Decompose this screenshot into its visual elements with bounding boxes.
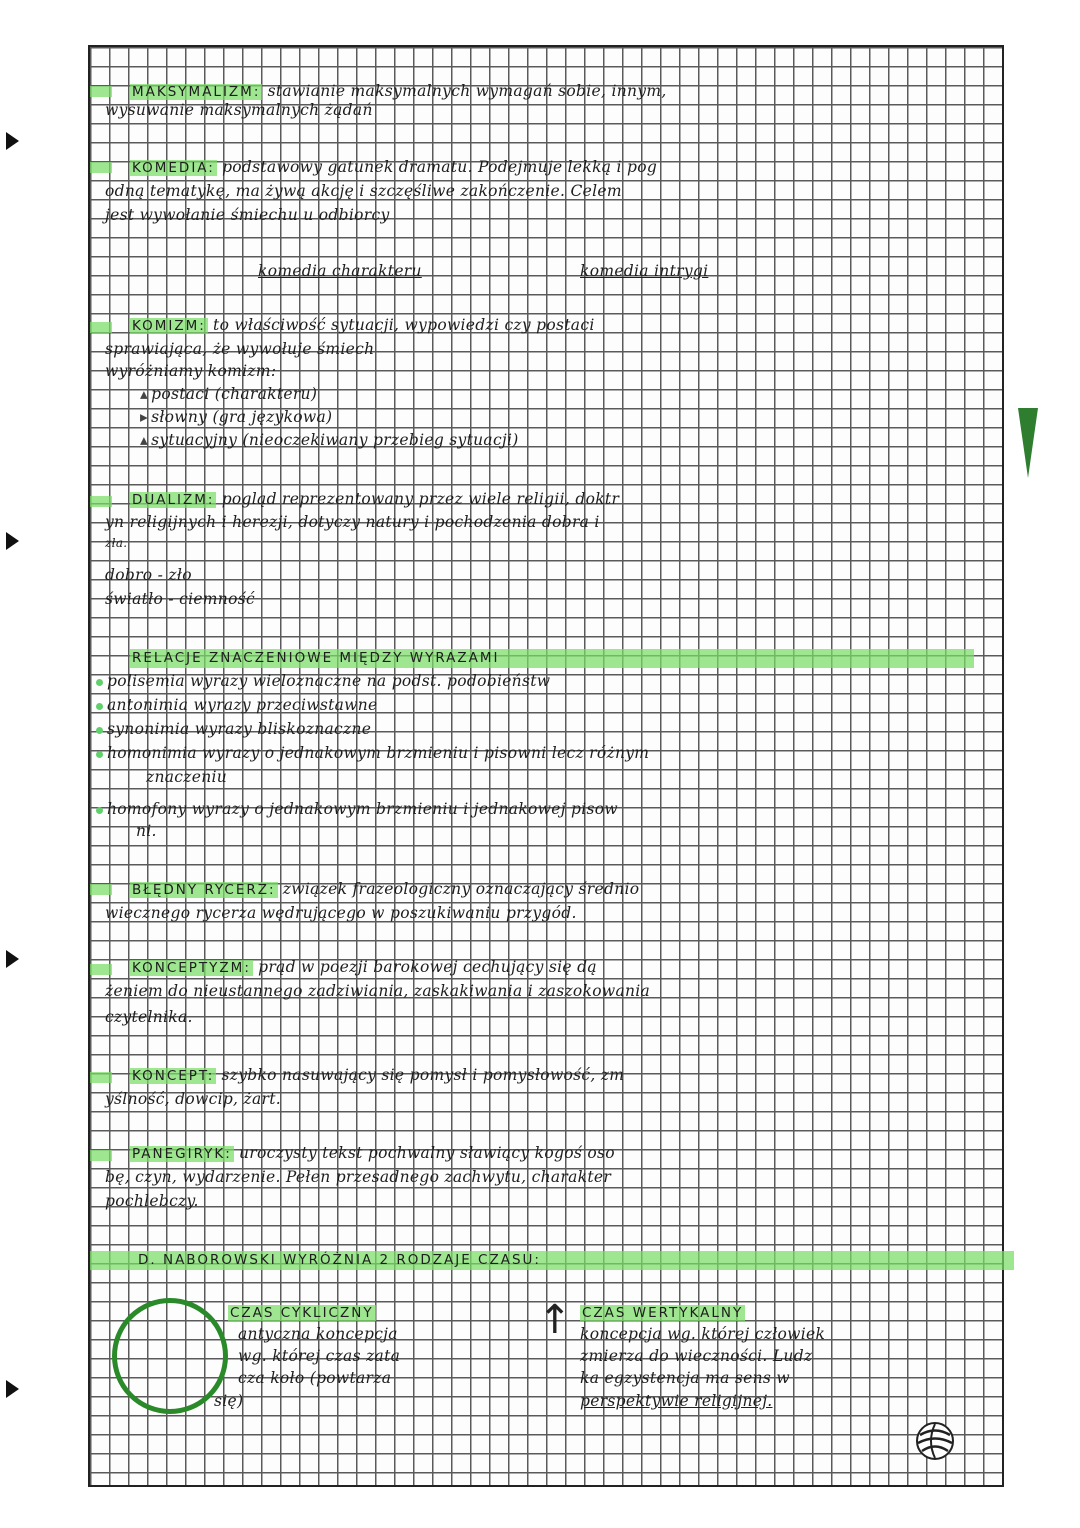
definition-text: prąd w poezji barokowej cechujący się dą <box>252 958 597 976</box>
note-line <box>130 1066 624 1085</box>
note-line: znaczeniu <box>146 768 228 786</box>
section-heading: RELACJE ZNACZENIOWE MIĘDZY WYRAZAMI <box>130 649 974 668</box>
note-line <box>96 720 371 739</box>
section-heading: D. NABOROWSKI WYRÓŻNIA 2 RODZAJE CZASU: <box>90 1251 1014 1270</box>
note-line: komedia charakteru <box>258 262 422 280</box>
note-line: wg. której czas zata <box>238 1347 401 1365</box>
note-line: żeniem do nieustannego zadziwiania, zaskakiwania i zaszokowania <box>105 982 651 1000</box>
note-line <box>96 672 550 691</box>
note-line <box>140 408 332 427</box>
note-line: jest wywołanie śmiechu u odbiorcy <box>105 206 390 224</box>
triangle-bullet-icon: ▴ <box>140 431 149 449</box>
note-line: wyróżniamy komizm: <box>105 362 277 380</box>
note-line <box>130 158 657 177</box>
note-line <box>130 648 978 667</box>
note-line <box>130 490 619 509</box>
subheading: CZAS CYKLICZNY <box>230 1305 374 1321</box>
definition-text: podstawowy gatunek dramatu. Podejmuje lekką i pog <box>216 158 658 176</box>
graph-paper-page <box>88 45 1004 1487</box>
term-heading: KONCEPTYZM: <box>132 960 251 976</box>
definition-text: to właściwość sytuacji, wypowiedzi czy postaci <box>207 316 595 334</box>
bullet-dot-icon <box>96 703 103 710</box>
note-line: yślność, dowcip, żart. <box>105 1090 281 1108</box>
definition-text: szybko nasuwający się pomysł i pomysłowość, zm <box>216 1066 625 1084</box>
bullet-dot-icon <box>96 807 103 814</box>
note-line: pochlebczy. <box>105 1192 199 1210</box>
note-line <box>90 1250 970 1269</box>
note-line: odną tematykę, ma żywą akcję i szczęśliwe zakończenie. Celem <box>105 182 622 200</box>
note-line: ni. <box>136 822 157 840</box>
note-line <box>130 1144 615 1163</box>
note-line <box>130 880 639 899</box>
binder-hole-mark <box>6 532 19 550</box>
note-line <box>140 385 317 404</box>
note-line: się) <box>214 1392 244 1410</box>
globe-logo-icon <box>914 1420 956 1462</box>
term-heading: MAKSYMALIZM: <box>132 84 261 100</box>
term-heading: KOMEDIA: <box>132 160 215 176</box>
note-line: perspektywie religijnej. <box>580 1392 773 1410</box>
definition-text: związek frazeologiczny oznaczający średnio <box>277 880 640 898</box>
note-line: yn religijnych i herezji, dotyczy natury i pochodzenia dobra i <box>105 513 600 531</box>
list-item-text: homonimia wyrazy o jednakowym brzmieniu i pisowni lecz różnym <box>107 744 650 762</box>
note-line <box>96 744 649 763</box>
note-line: czytelnika. <box>105 1008 193 1026</box>
note-line: zła. <box>105 536 128 550</box>
note-line: zmierza do wieczności. Ludz <box>580 1347 813 1365</box>
term-heading: KONCEPT: <box>132 1068 215 1084</box>
subheading: CZAS WERTYKALNY <box>582 1305 744 1321</box>
list-item-text: postaci (charakteru) <box>151 385 318 403</box>
definition-text: stawianie maksymalnych wymagań sobie, innym, <box>262 82 667 100</box>
green-pen-mark <box>1018 408 1038 478</box>
note-line: komedia intrygi <box>580 262 709 280</box>
highlight-bar <box>90 496 112 507</box>
binder-hole-mark <box>6 950 19 968</box>
term-heading: KOMIZM: <box>132 318 206 334</box>
term-heading: DUALIZM: <box>132 492 215 508</box>
binder-hole-mark <box>6 132 19 150</box>
note-line <box>140 431 519 450</box>
list-item-text: słowny (gra językowa) <box>151 408 333 426</box>
note-line: wiecznego rycerza wędrującego w poszukiwaniu przygód. <box>105 904 577 922</box>
note-line: sprawiająca, że wywołuje śmiech <box>105 340 375 358</box>
bullet-dot-icon <box>96 679 103 686</box>
highlight-bar <box>90 1072 112 1083</box>
note-line: dobro - zło <box>105 566 192 584</box>
list-item-text: polisemia wyrazy wieloznaczne na podst. podobieństw <box>107 672 551 690</box>
note-line: koncepcja wg. której człowiek <box>580 1325 826 1343</box>
note-line <box>130 82 667 101</box>
note-line: ka egzystencja ma sens w <box>580 1369 790 1387</box>
list-item-text: antonimia wyrazy przeciwstawne <box>107 696 378 714</box>
note-line: cza koło (powtarza <box>238 1369 392 1387</box>
note-line <box>228 1303 376 1322</box>
highlight-bar <box>90 964 112 975</box>
note-line <box>580 1303 745 1322</box>
highlight-bar <box>90 86 112 97</box>
list-item-text: synonimia wyrazy bliskoznaczne <box>107 720 372 738</box>
definition-text: pogląd reprezentowany przez wiele religii, doktr <box>216 490 620 508</box>
list-item-text: sytuacyjny (nieoczekiwany przebieg sytuacji) <box>151 431 519 449</box>
green-circle-drawing <box>112 1298 228 1414</box>
term-heading: PANEGIRYK: <box>132 1146 232 1162</box>
note-line: bę, czyn, wydarzenie. Pełen przesadnego zachwytu, charakter <box>105 1168 612 1186</box>
triangle-bullet-icon: ▸ <box>140 408 149 426</box>
list-item-text: homofony wyrazy o jednakowym brzmieniu i jednakowej pisow <box>107 800 618 818</box>
bullet-dot-icon <box>96 751 103 758</box>
note-line <box>96 696 378 715</box>
highlight-bar <box>90 162 112 173</box>
note-line: antyczna koncepcja <box>238 1325 398 1343</box>
bullet-dot-icon <box>96 727 103 734</box>
highlight-bar <box>90 322 112 333</box>
note-line: wysuwanie maksymalnych żądań <box>105 101 373 119</box>
binder-hole-mark <box>6 1380 19 1398</box>
note-line: światło - ciemność <box>105 590 255 608</box>
triangle-bullet-icon: ▴ <box>140 385 149 403</box>
note-line <box>130 958 597 977</box>
note-line <box>130 316 595 335</box>
highlight-bar <box>90 884 112 895</box>
highlight-bar <box>90 1150 112 1161</box>
definition-text: uroczysty tekst pochwalny sławiący kogoś oso <box>233 1144 615 1162</box>
term-heading: BŁĘDNY RYCERZ: <box>132 882 276 898</box>
arrow-up-icon: ↑ <box>538 1297 572 1343</box>
note-line <box>96 800 618 819</box>
